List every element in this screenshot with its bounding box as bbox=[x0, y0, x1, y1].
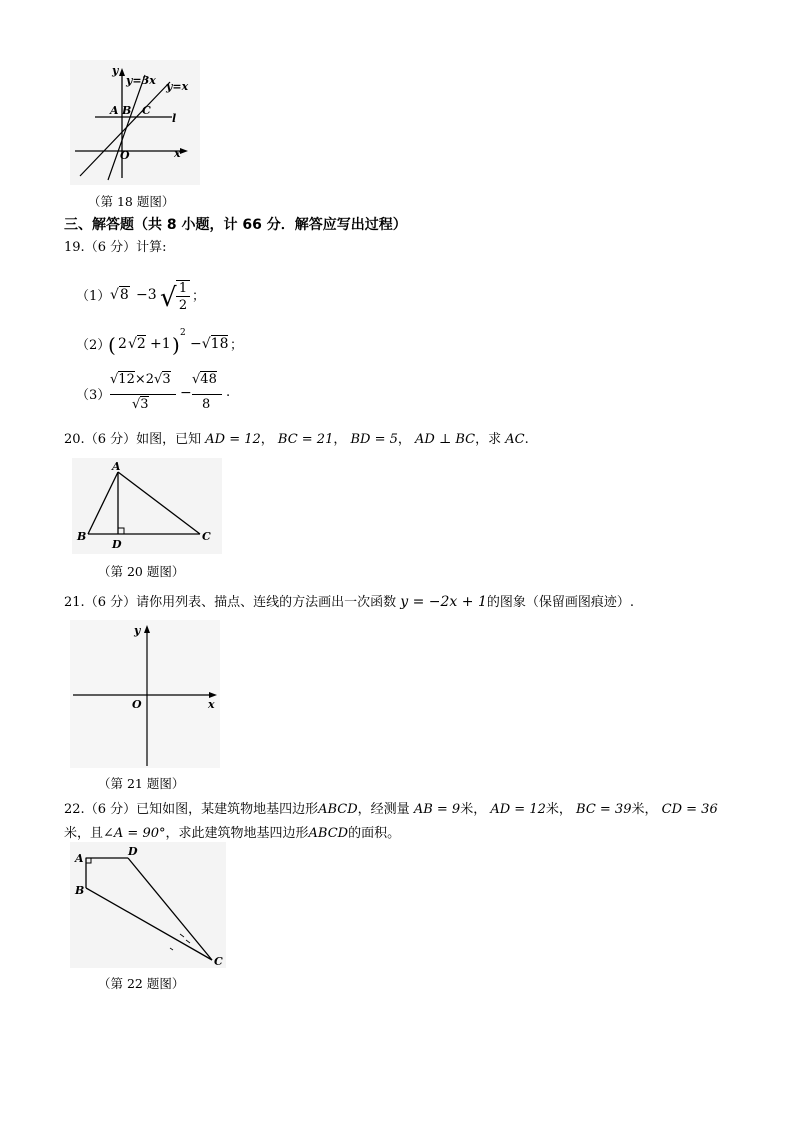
q22-number: 22. bbox=[64, 802, 85, 817]
q19-part-1-rad: 8 bbox=[119, 287, 129, 303]
q20-end: . bbox=[524, 432, 529, 447]
q19-part-2-rad2: 18 bbox=[210, 336, 229, 352]
q22-points: （6 分） bbox=[84, 802, 137, 817]
svg-text:A: A bbox=[110, 104, 119, 117]
q19-stem bbox=[64, 238, 166, 258]
q19-part-3: （3） √12×2√3 √3 − √48 8 . bbox=[76, 372, 231, 412]
q19-text: 计算: bbox=[136, 240, 167, 255]
svg-text:C: C bbox=[214, 955, 223, 968]
svg-text:C: C bbox=[202, 530, 211, 543]
q22-abcd: ABCD bbox=[318, 802, 358, 817]
q22-bc: BC = 39 bbox=[576, 802, 632, 817]
q22-ad: AD = 12 bbox=[490, 802, 546, 817]
svg-text:y: y bbox=[112, 64, 119, 77]
q19-part-3-den: 8 bbox=[202, 397, 211, 412]
q19-part-3-rad-c: 3 bbox=[140, 397, 149, 412]
q21-function: y = −2x + 1 bbox=[400, 594, 487, 610]
q20-points: （6 分） bbox=[84, 432, 137, 447]
q22-abcd-2: ABCD bbox=[308, 826, 349, 841]
svg-text:B: B bbox=[122, 104, 132, 117]
svg-text:y=x: y=x bbox=[166, 80, 189, 93]
q20-ad: AD = 12 bbox=[205, 432, 261, 447]
q20-stem: 20.（6 分）如图，已知 AD = 12， BC = 21， BD = 5， AD ⊥ BC，求 AC. bbox=[64, 432, 529, 447]
svg-text:C: C bbox=[142, 104, 151, 117]
q22-line-1: 22.（6 分）已知如图，某建筑物地基四边形ABCD，经测量 AB = 9米， AD = 12米， BC = 39米， CD = 36 bbox=[64, 802, 718, 817]
q19-part-1-coef: 3 bbox=[147, 287, 157, 303]
svg-text:B: B bbox=[75, 884, 85, 897]
q19-part-2-label: （2） bbox=[76, 338, 111, 353]
q19-part-1-end: ； bbox=[192, 289, 206, 304]
svg-text:O: O bbox=[132, 698, 142, 711]
svg-text:D: D bbox=[128, 845, 138, 858]
figure-18-caption: （第 18 题图） bbox=[88, 194, 175, 209]
svg-text:x: x bbox=[174, 147, 181, 160]
q19-part-3-rad-a: 12 bbox=[118, 372, 135, 387]
figure-21-caption: （第 21 题图） bbox=[98, 776, 185, 791]
svg-text:B: B bbox=[77, 530, 87, 543]
figure-22 bbox=[70, 842, 226, 968]
figure-22-caption: （第 22 题图） bbox=[98, 976, 185, 991]
q19-part-3-end: . bbox=[226, 385, 231, 400]
q21-text-b: 的图象（保留画图痕迹）. bbox=[486, 595, 635, 610]
q19-part-3-times: × bbox=[134, 372, 146, 387]
q22-angle: ∠A = 90° bbox=[103, 826, 166, 841]
svg-text:l: l bbox=[172, 112, 177, 125]
svg-text:O: O bbox=[120, 149, 130, 162]
q19-part-1-num: 1 bbox=[176, 280, 190, 297]
q22-unit-3: 米 bbox=[631, 802, 645, 817]
q20-bd: BD = 5 bbox=[350, 432, 398, 447]
q22-text-e: 的面积。 bbox=[348, 826, 401, 841]
q22-cd: CD = 36 bbox=[661, 802, 718, 817]
q22-unit-2: 米 bbox=[545, 802, 559, 817]
q22-ab: AB = 9 bbox=[413, 802, 461, 817]
svg-text:y=3x: y=3x bbox=[126, 74, 156, 87]
svg-text:y: y bbox=[134, 624, 141, 637]
q22-text-b: ，经测量 bbox=[357, 802, 410, 817]
q22-text-c: 米，且 bbox=[64, 826, 104, 841]
q19-part-2-end: ； bbox=[230, 338, 244, 353]
q20-number: 20. bbox=[64, 432, 85, 447]
q20-text-b: ，求 bbox=[475, 432, 502, 447]
q22-line-2 bbox=[64, 824, 400, 844]
figure-18 bbox=[70, 60, 200, 185]
q22-unit-1: 米 bbox=[460, 802, 474, 817]
q19-part-1-label: （1） bbox=[76, 289, 111, 304]
q19-part-2: （2） ( 2 √2 +1 ) 2 −√18 ； bbox=[76, 328, 244, 357]
q20-perp: AD ⊥ BC bbox=[415, 432, 476, 447]
figure-21-axes bbox=[70, 620, 220, 768]
section-3-heading: 三、解答题（共 8 小题，计 66 分．解答应写出过程） bbox=[64, 217, 407, 233]
q19-part-3-rad-d: 48 bbox=[200, 372, 217, 387]
q19-part-2-plus: 1 bbox=[161, 336, 171, 352]
q21-number: 21. bbox=[64, 595, 85, 610]
q19-part-3-rad-b: 3 bbox=[162, 372, 171, 387]
q20-bc: BC = 21 bbox=[277, 432, 334, 447]
q19-part-3-label: （3） bbox=[76, 388, 111, 403]
svg-text:x: x bbox=[208, 698, 215, 711]
q19-number: 19. bbox=[64, 240, 85, 255]
q22-text-a: 已知如图，某建筑物地基四边形 bbox=[136, 802, 319, 817]
svg-text:A: A bbox=[112, 460, 121, 473]
q19-points: （6 分） bbox=[84, 240, 137, 255]
q21-points: （6 分） bbox=[84, 595, 137, 610]
q22-text-d: ，求此建筑物地基四边形 bbox=[165, 826, 309, 841]
figure-20-caption: （第 20 题图） bbox=[98, 564, 185, 579]
q19-part-2-coef: 2 bbox=[118, 336, 127, 352]
svg-text:D: D bbox=[112, 538, 122, 551]
q20-text-a: 如图，已知 bbox=[136, 432, 202, 447]
svg-text:A: A bbox=[75, 852, 84, 865]
q19-part-3-coef: 2 bbox=[145, 372, 155, 387]
q19-part-1-den: 2 bbox=[178, 298, 188, 313]
figure-20 bbox=[72, 458, 222, 554]
q21-text-a: 请你用列表、描点、连线的方法画出一次函数 bbox=[136, 595, 397, 610]
q19-part-2-rad: 2 bbox=[136, 336, 146, 352]
q21-stem bbox=[64, 592, 634, 613]
q19-part-2-exp: 2 bbox=[180, 328, 186, 338]
q20-ac: AC bbox=[505, 432, 525, 447]
